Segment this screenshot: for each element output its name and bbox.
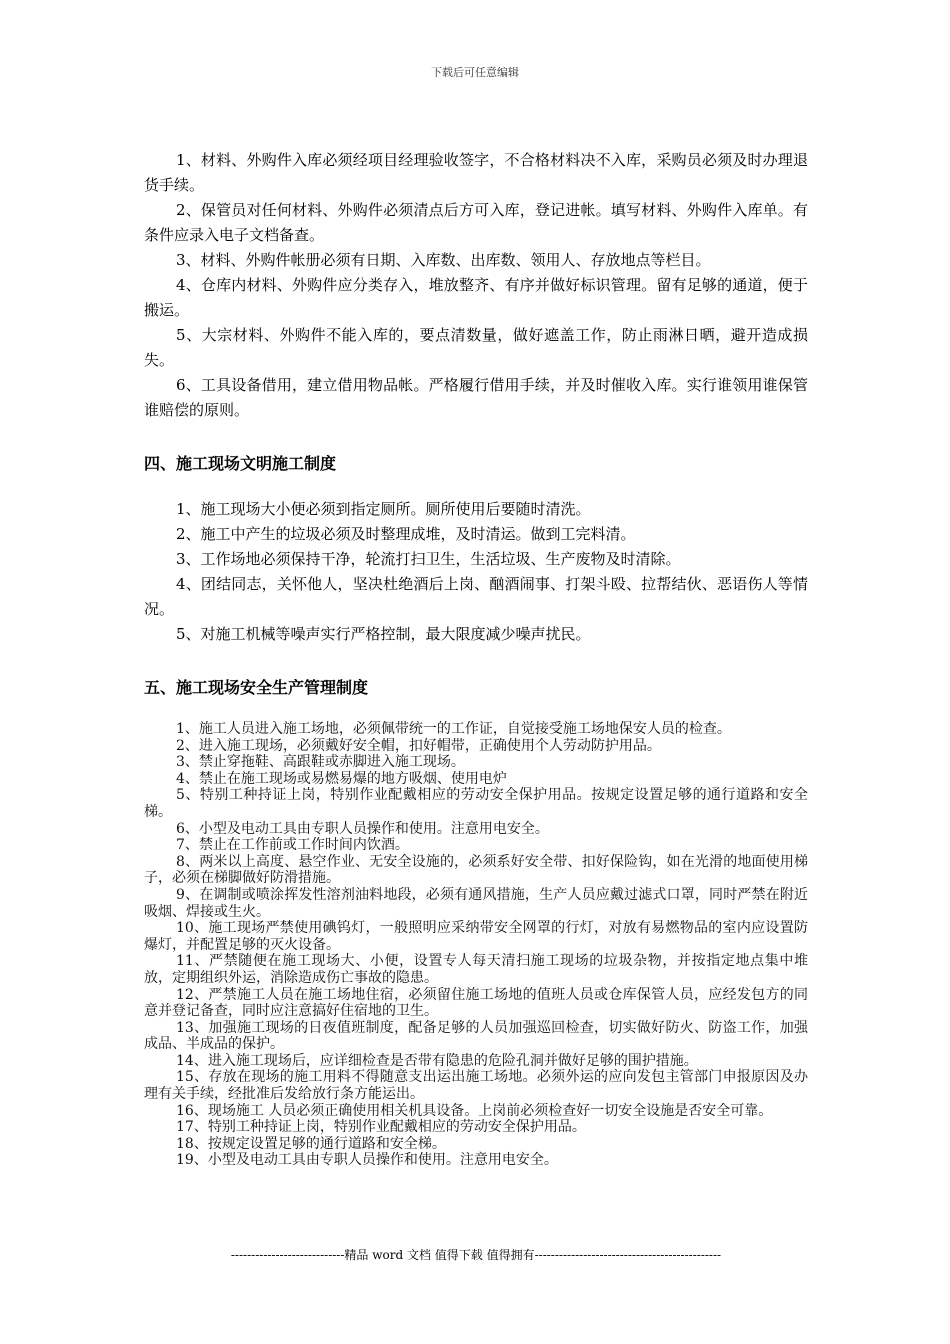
section3-item: 2、保管员对任何材料、外购件必须清点后方可入库，登记进帐。填写材料、外购件入库单。有条件应录入电子文档备查。 — [144, 201, 808, 244]
section5-item: 19、小型及电动工具由专职人员操作和使用。注意用电安全。 — [176, 1152, 558, 1169]
section3-item: 5、大宗材料、外购件不能入库的，要点清数量，做好遮盖工作，防止雨淋日晒，避开造成损失。 — [144, 326, 808, 369]
section5-item: 8、两米以上高度、悬空作业、无安全设施的，必须系好安全带、扣好保险钩，如在光滑的地面使用梯子，必须在梯脚做好防滑措施。 — [144, 853, 808, 887]
section5-item: 7、禁止在工作前或工作时间内饮酒。 — [176, 837, 409, 854]
section5-item: 18、按规定设置足够的通行道路和安全梯。 — [176, 1135, 446, 1152]
section3-item: 4、仓库内材料、外购件应分类存入，堆放整齐、有序并做好标识管理。留有足够的通道，便于搬运。 — [144, 276, 808, 319]
section3-item: 1、材料、外购件入库必须经项目经理验收签字，不合格材料决不入库，采购员必须及时办理退货手续。 — [144, 151, 808, 194]
section3-item: 3、材料、外购件帐册必须有日期、入库数、出库数、领用人、存放地点等栏目。 — [176, 251, 711, 269]
section5-item: 1、施工人员进入施工场地，必须佩带统一的工作证，自觉接受施工场地保安人员的检查。 — [176, 721, 731, 737]
section4-title: 四、施工现场文明施工制度 — [144, 454, 337, 473]
section4-item: 1、施工现场大小便必须到指定厕所。厕所使用后要随时清洗。 — [176, 500, 591, 518]
section5-item: 16、现场施工 人员必须正确使用相关机具设备。上岗前必须检查好一切安全设施是否安全可靠。 — [176, 1102, 773, 1119]
section4-item: 2、施工中产生的垃圾必须及时整理成堆，及时清运。做到工完料清。 — [176, 525, 636, 543]
section5-item: 4、禁止在施工现场或易燃易爆的地方吸烟、使用电炉 — [176, 770, 507, 787]
section5-item: 12、严禁施工人员在施工场地住宿，必须留住施工场地的值班人员或仓库保管人员，应经发包方的同意并登记备查，同时应注意搞好住宿地的卫生。 — [144, 986, 808, 1020]
section5-item: 13、加强施工现场的日夜值班制度，配备足够的人员加强巡回检查，切实做好防火、防盗工作，加强成品、半成品的保护。 — [144, 1019, 808, 1053]
section5-item: 2、进入施工现场，必须戴好安全帽，扣好帽带，正确使用个人劳动防护用品。 — [176, 737, 661, 754]
section5-item: 17、特别工种持证上岗，特别作业配戴相应的劳动安全保护用品。 — [176, 1119, 586, 1136]
section5-item: 15、存放在现场的施工用料不得随意支出运出施工场地。必须外运的应向发包主管部门申报原因及办理有关手续，经批准后发给放行条方能运出。 — [144, 1069, 808, 1103]
section5-item: 10、施工现场严禁使用碘钨灯，一般照明应采纳带安全网罩的行灯，对放有易燃物品的室内应设置防爆灯，并配置足够的灭火设备。 — [144, 920, 808, 953]
section5-item: 3、禁止穿拖鞋、高跟鞋或赤脚进入施工现场。 — [176, 754, 465, 771]
section3-item: 6、工具设备借用，建立借用物品帐。严格履行借用手续，并及时催收入库。实行谁领用谁保管谁赔偿的原则。 — [144, 376, 808, 419]
document-body — [144, 148, 808, 1169]
section4-item: 4、团结同志，关怀他人，坚决杜绝酒后上岗、酗酒闹事、打架斗殴、拉帮结伙、恶语伤人等情况。 — [144, 575, 808, 618]
section5-item: 9、在调制或喷涂挥发性溶剂油料地段，必须有通风措施，生产人员应戴过滤式口罩，同时严禁在附近吸烟、焊接或生火。 — [144, 886, 808, 920]
section5-item: 11、严禁随便在施工现场大、小便，设置专人每天清扫施工现场的垃圾杂物，并按指定地点集中堆放，定期组织外运，消除造成伤亡事故的隐患。 — [144, 953, 808, 986]
footer-banner: ----------------------------精品 word 文档 值得下载 值得拥有---------------------------------------------- — [230, 1248, 722, 1262]
section5-title: 五、施工现场安全生产管理制度 — [144, 678, 369, 697]
section4-item: 3、工作场地必须保持干净，轮流打扫卫生，生活垃圾、生产废物及时清除。 — [176, 550, 681, 568]
section4-item: 5、对施工机械等噪声实行严格控制，最大限度减少噪声扰民。 — [176, 625, 591, 643]
section5-item: 5、特别工种持证上岗，特别作业配戴相应的劳动安全保护用品。按规定设置足够的通行道路和安全梯。 — [144, 787, 808, 820]
header-note: 下载后可任意编辑 — [431, 66, 519, 79]
section5-item: 6、小型及电动工具由专职人员操作和使用。注意用电安全。 — [176, 820, 549, 837]
section5-item: 14、进入施工现场后，应详细检查是否带有隐患的危险孔洞并做好足够的围护措施。 — [176, 1052, 698, 1069]
